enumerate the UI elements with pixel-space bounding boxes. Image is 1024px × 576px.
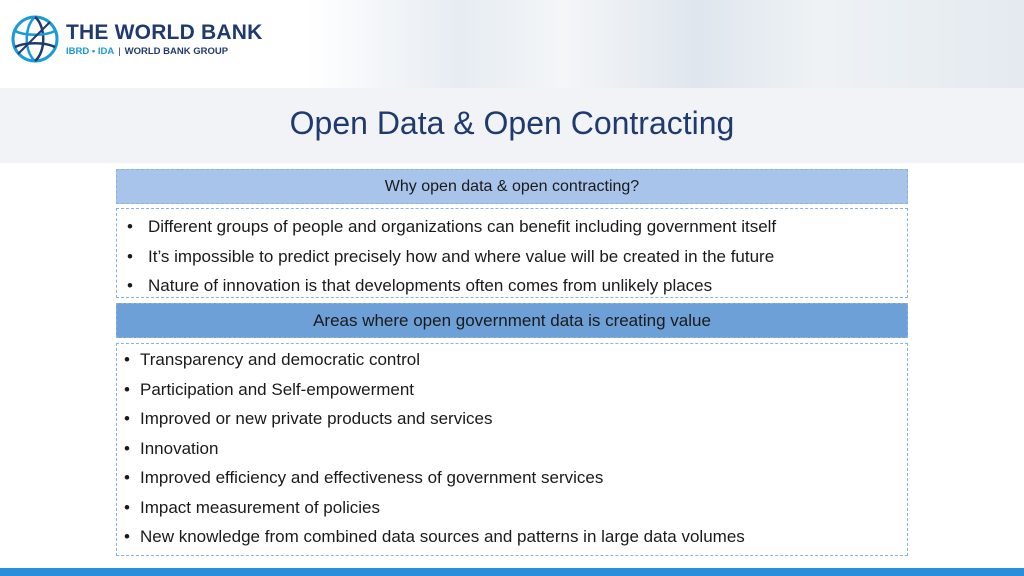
logo-ibrd-ida: IBRD • IDA (66, 45, 115, 57)
list-item (117, 466, 907, 496)
section1-list (117, 216, 907, 305)
list-item (117, 275, 907, 305)
section1-heading: Why open data & open contracting? (116, 169, 908, 204)
list-item (117, 407, 907, 437)
list-item (117, 525, 907, 555)
logo-group: WORLD BANK GROUP (124, 45, 229, 57)
list-item (117, 246, 907, 276)
list-item (117, 496, 907, 526)
bullet: • (124, 527, 130, 546)
globe-icon (10, 14, 60, 64)
logo-name: THE WORLD BANK (66, 20, 263, 44)
bullet: • (124, 350, 130, 369)
bullet: • (124, 379, 130, 399)
list-item-text: New knowledge from combined data sources and patterns in large data volumes (140, 527, 745, 546)
list-item-text: It’s impossible to predict precisely how and where value will be created in the future (148, 246, 775, 266)
logo-subtitle (66, 46, 262, 57)
bullet: • (124, 497, 130, 517)
bullet: • (127, 246, 133, 266)
section2-list-box (116, 343, 908, 556)
list-item-text: Improved or new private products and services (140, 409, 493, 428)
list-item-text: Participation and Self-empowerment (140, 379, 415, 399)
list-item (117, 437, 907, 467)
list-item (117, 348, 907, 378)
bullet: • (127, 217, 133, 236)
list-item-text: Transparency and democratic control (140, 350, 421, 369)
bullet: • (124, 409, 130, 428)
list-item-text: Different groups of people and organizations can benefit including government itself (148, 217, 777, 236)
list-item (117, 216, 907, 246)
section2-heading: Areas where open government data is creating value (116, 303, 908, 338)
list-item-text: Impact measurement of policies (140, 497, 380, 517)
world-bank-logo (10, 13, 262, 65)
bullet: • (124, 438, 130, 458)
slide-title: Open Data & Open Contracting (289, 105, 735, 141)
section1-list-box (116, 208, 908, 298)
logo-separator: | (118, 45, 121, 57)
section2-list (117, 348, 907, 555)
list-item-text: Nature of innovation is that developments often comes from unlikely places (148, 276, 713, 295)
list-item (117, 378, 907, 408)
list-item-text: Improved efficiency and effectiveness of government services (140, 468, 604, 487)
bottom-accent-bar (0, 568, 1024, 576)
bullet: • (124, 468, 130, 487)
list-item-text: Innovation (140, 438, 219, 458)
bullet: • (127, 276, 133, 295)
